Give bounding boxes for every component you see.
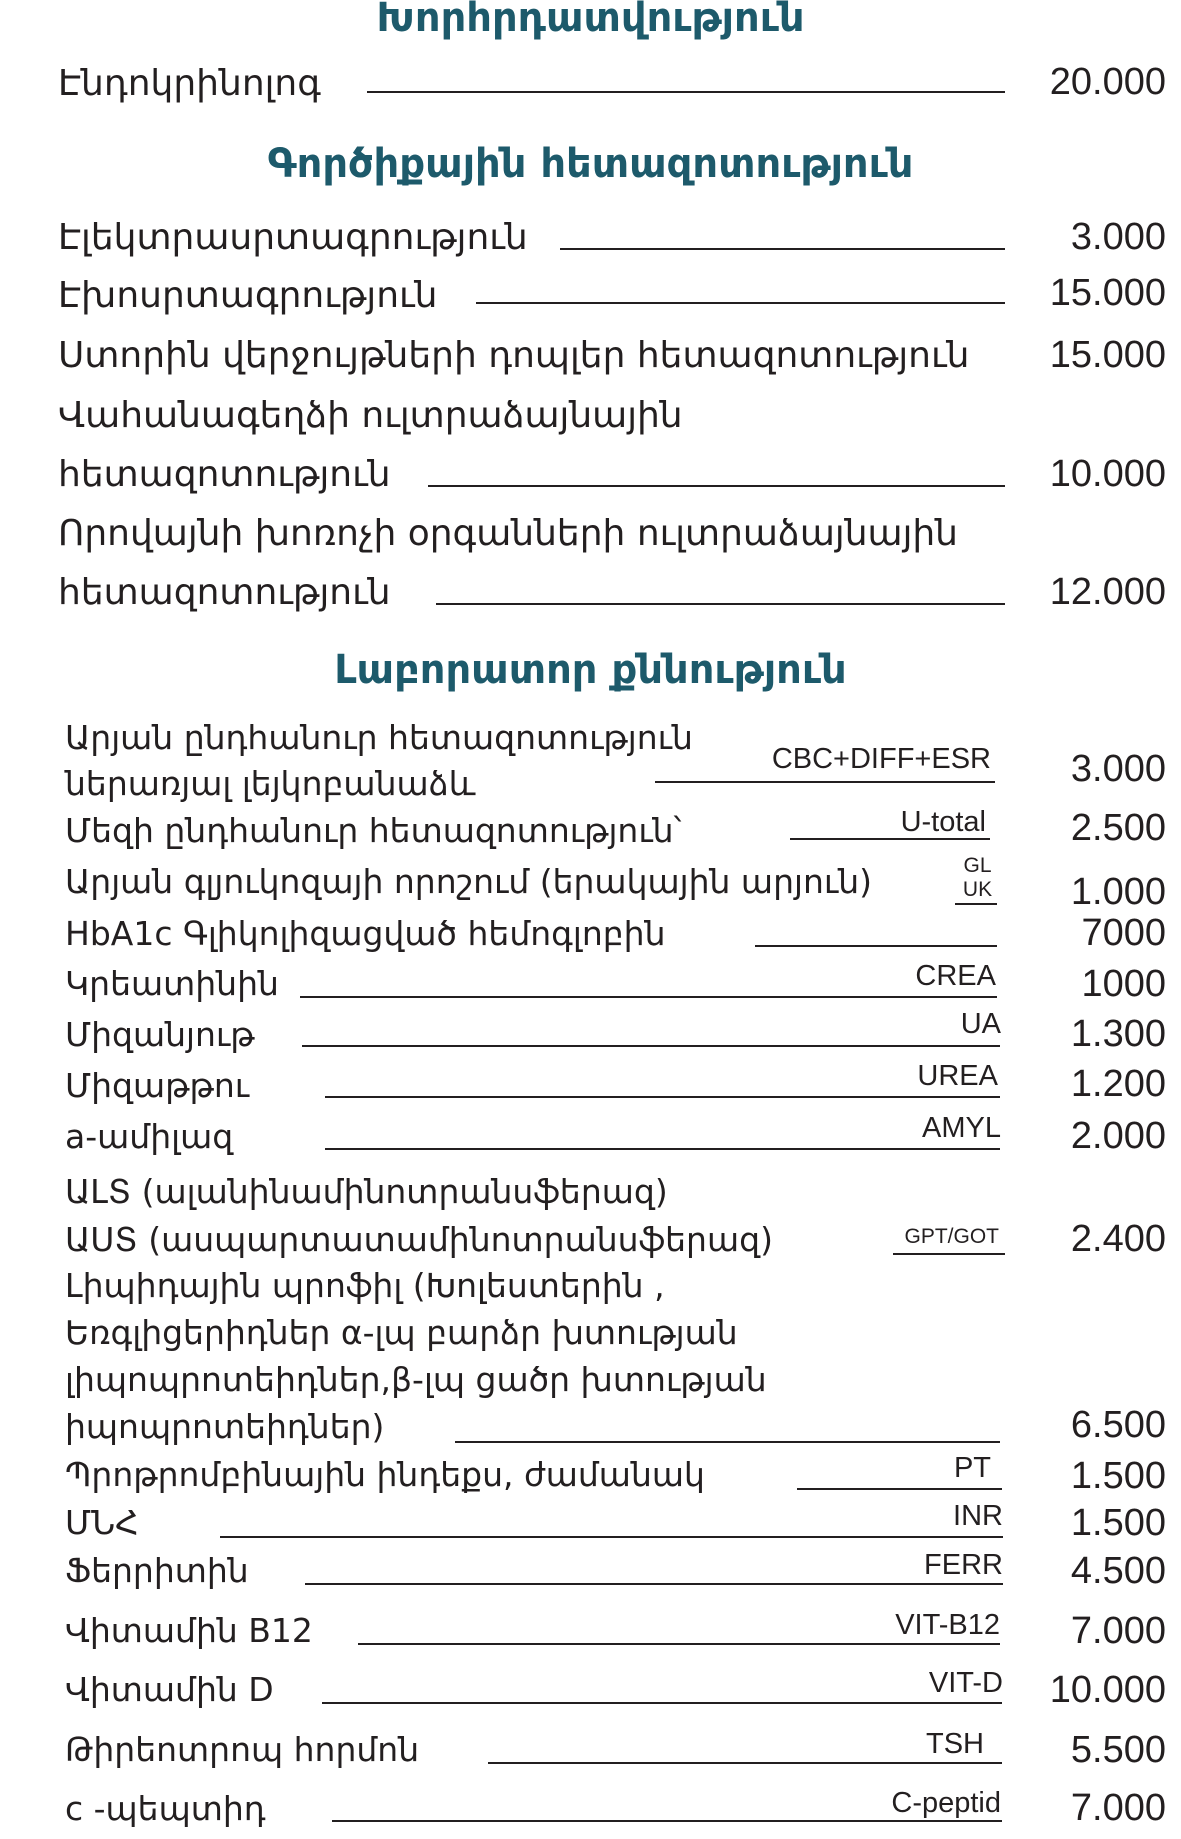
- test-code: UREA: [917, 1060, 998, 1092]
- service-name: Վիտամին D: [65, 1670, 274, 1709]
- service-price: 15.000: [1049, 272, 1166, 314]
- service-name-line: Որովայնի խոռոչի օրգանների ուլտրաձայնային: [58, 513, 958, 554]
- test-code: VIT-D: [928, 1667, 1003, 1699]
- test-code: UK: [962, 878, 993, 901]
- service-price: 1.500: [1070, 1502, 1166, 1544]
- service-name-line: ԱԼՏ (ալանինամինոտրանսֆերազ): [65, 1172, 668, 1211]
- service-price: 10.000: [1049, 1669, 1166, 1711]
- leader-line: [790, 838, 990, 840]
- service-name: Ֆերրիտին: [65, 1551, 249, 1590]
- service-price: 6.500: [1070, 1404, 1166, 1446]
- test-code: CBC+DIFF+ESR: [771, 743, 991, 775]
- leader-line: [305, 1583, 1003, 1585]
- service-price: 3.000: [1070, 748, 1166, 790]
- test-code: PT: [953, 1452, 991, 1484]
- leader-line: [560, 248, 1005, 250]
- leader-line: [220, 1536, 1003, 1538]
- service-name: Միզաթթու: [65, 1066, 250, 1105]
- test-code: CREA: [915, 960, 996, 992]
- service-price: 4.500: [1070, 1550, 1166, 1592]
- service-name: HbA1c Գլիկոլիզացված հեմոգլոբին: [65, 914, 666, 953]
- service-price: 7000: [1081, 912, 1166, 954]
- service-name-line: լիպոպրոտեիդներ,β-լպ ցածր խտության: [65, 1360, 767, 1399]
- section-heading-laboratory: Լաբորատոր քննություն: [334, 647, 847, 693]
- service-price: 2.400: [1070, 1218, 1166, 1260]
- service-price: 1.300: [1070, 1013, 1166, 1055]
- leader-line: [300, 996, 997, 998]
- service-price: 2.500: [1070, 807, 1166, 849]
- test-code: INR: [953, 1500, 1003, 1532]
- section-heading-instrumental: Գործիքային հետազոտություն: [267, 141, 914, 187]
- service-price: 20.000: [1049, 61, 1166, 103]
- service-name-line: Արյան ընդհանուր հետազոտություն: [65, 718, 693, 757]
- test-code: VIT-B12: [895, 1609, 1000, 1641]
- service-name: Էխոսրտագրություն: [58, 275, 438, 316]
- service-name: Թիրեոտրոպ հորմոն: [65, 1730, 420, 1769]
- service-name: c -պեպտիդ: [65, 1789, 266, 1828]
- service-name: Կրեատինին: [65, 964, 279, 1003]
- service-name: Պրոթրոմբինային ինդեքս, ժամանակ: [65, 1455, 705, 1494]
- section-heading-consultation: Խորհրդատվություն: [376, 0, 805, 41]
- test-code: AMYL: [922, 1112, 1001, 1144]
- service-name: Վիտամին B12: [65, 1611, 313, 1650]
- service-price: 1.500: [1070, 1455, 1166, 1497]
- service-price: 1.000: [1070, 871, 1166, 913]
- leader-line: [755, 945, 997, 947]
- service-price: 2.000: [1070, 1115, 1166, 1157]
- leader-line: [358, 1643, 1000, 1645]
- leader-line: [797, 1488, 1002, 1490]
- service-name-line: իպոպրոտեիդներ): [65, 1407, 385, 1446]
- service-name: Էնդոկրինոլոգ: [58, 63, 321, 104]
- leader-line: [455, 1441, 1000, 1443]
- leader-line: [332, 1820, 1002, 1822]
- service-name-line: ԱՍՏ (ասպարտատամինոտրանսֆերազ): [65, 1220, 773, 1259]
- leader-line: [322, 1702, 1002, 1704]
- service-name: Մեզի ընդհանուր հետազոտություն՝: [65, 811, 682, 850]
- service-name-line: ներառյալ լեյկոբանաձև: [65, 764, 476, 803]
- service-price: 12.000: [1049, 571, 1166, 613]
- service-name-line: հետազոտություն: [58, 454, 391, 495]
- leader-line: [655, 781, 995, 783]
- service-name-line: Վահանագեղձի ուլտրաձայնային: [58, 395, 683, 436]
- service-price: 5.500: [1070, 1729, 1166, 1771]
- service-name: Արյան գլյուկոզայի որոշում (երակային արյուն): [65, 862, 872, 901]
- service-price: 15.000: [1049, 334, 1166, 376]
- test-code: GPT/GOT: [904, 1225, 999, 1248]
- test-code: UA: [960, 1008, 1001, 1040]
- service-name-line: Լիպիդային պրոֆիլ (Խոլեստերին ,: [65, 1266, 665, 1305]
- test-code: U-total: [900, 806, 986, 838]
- test-code: TSH: [926, 1728, 984, 1760]
- service-name: Միզանյութ: [65, 1015, 255, 1054]
- leader-line: [436, 603, 1005, 605]
- leader-line: [367, 91, 1005, 93]
- leader-line: [325, 1096, 1000, 1098]
- test-code: C-peptid: [891, 1787, 1001, 1819]
- leader-line: [488, 1762, 1002, 1764]
- service-price: 3.000: [1070, 216, 1166, 258]
- service-price: 7.000: [1070, 1787, 1166, 1829]
- service-name: ՄՆՀ: [65, 1503, 139, 1542]
- service-name-line: հետազոտություն: [58, 572, 391, 613]
- leader-line: [302, 1045, 1000, 1047]
- test-code: GL: [963, 854, 992, 877]
- service-name: Էլեկտրասրտագրություն: [58, 217, 528, 258]
- service-price: 7.000: [1070, 1610, 1166, 1652]
- leader-line: [428, 485, 1005, 487]
- service-name-line: Եռգլիցերիդներ α-լպ բարձր խտության: [65, 1313, 738, 1352]
- service-name: a-ամիլազ: [65, 1117, 234, 1156]
- service-price: 10.000: [1049, 453, 1166, 495]
- service-price: 1.200: [1070, 1063, 1166, 1105]
- leader-line: [476, 302, 1005, 304]
- service-price: 1000: [1081, 963, 1166, 1005]
- leader-line: [325, 1148, 1000, 1150]
- service-name: Ստորին վերջույթների դոպլեր հետազոտություն: [58, 335, 970, 376]
- test-code: FERR: [924, 1549, 1003, 1581]
